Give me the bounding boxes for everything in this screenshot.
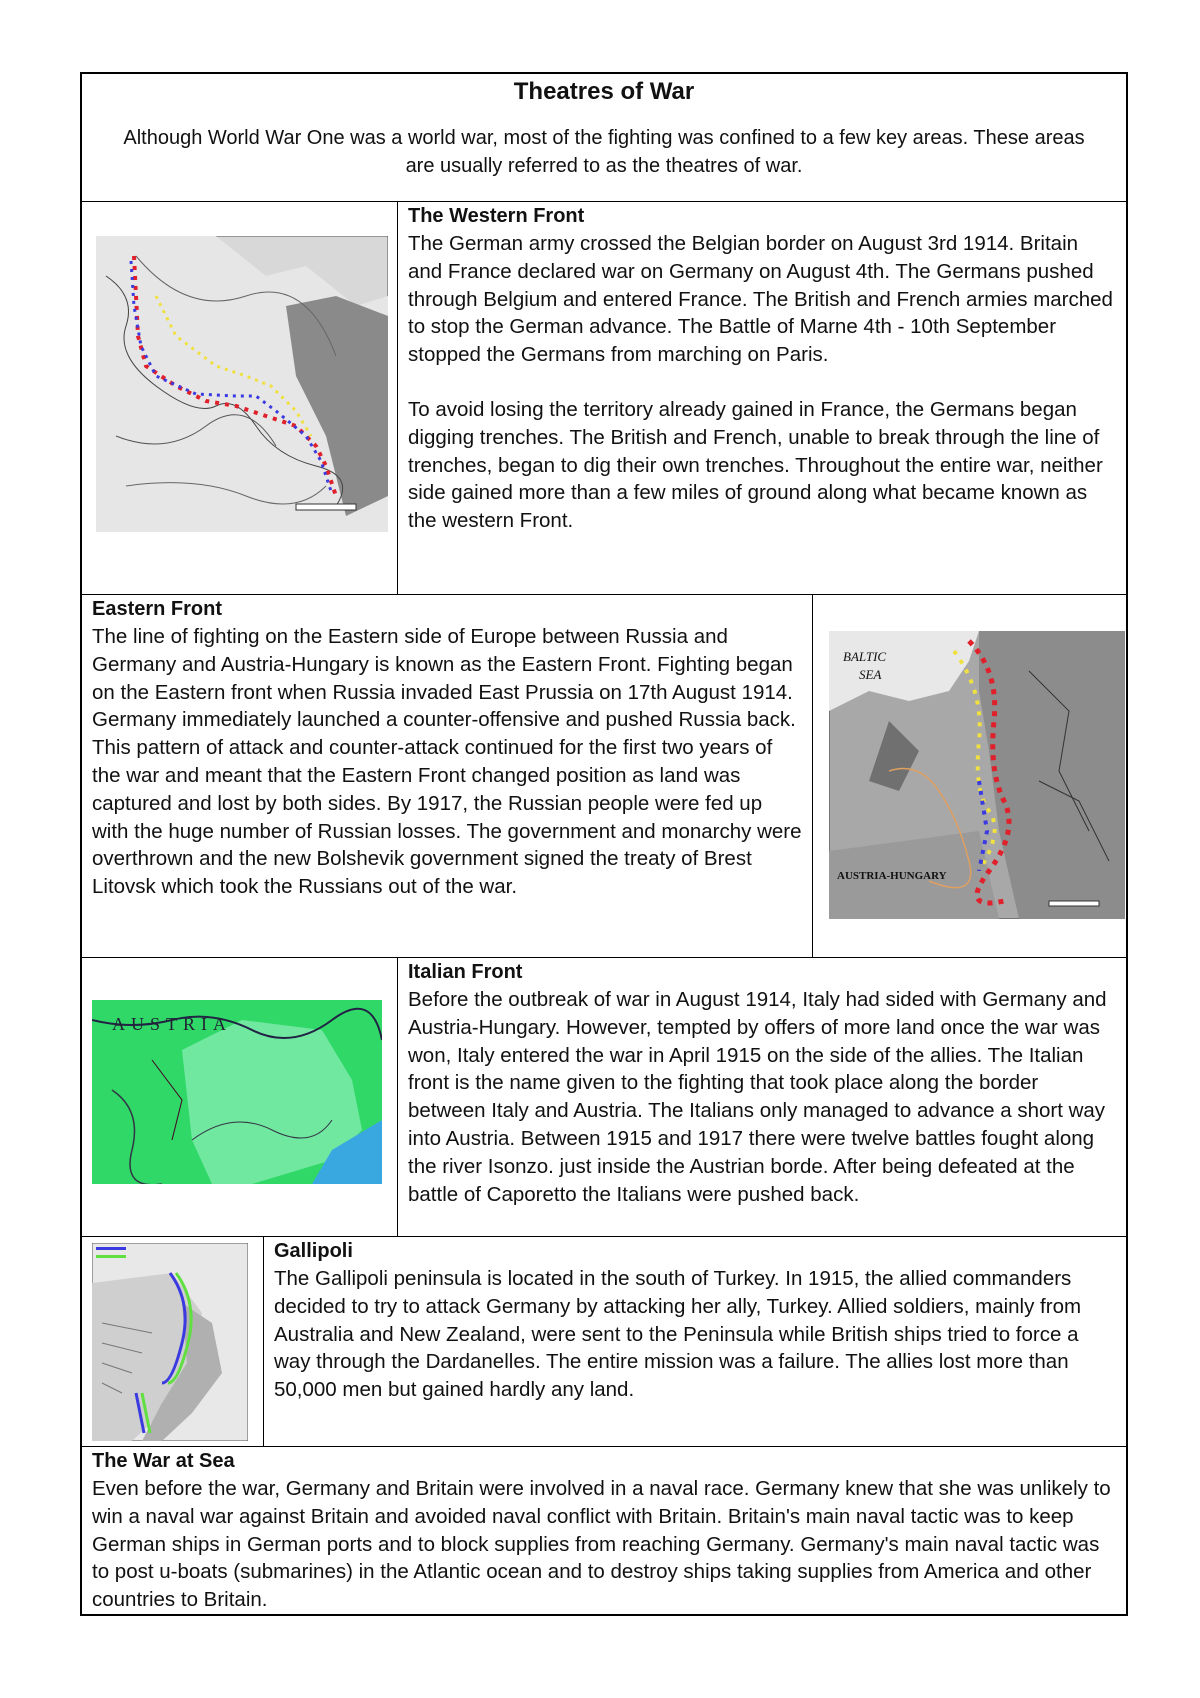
page-title: Theatres of War <box>513 78 695 105</box>
gallipoli-map <box>92 1243 248 1441</box>
eastern-front-title: Eastern Front <box>92 598 223 620</box>
gallipoli-map-cell <box>82 1237 264 1446</box>
section-gallipoli <box>82 1237 1126 1447</box>
italian-front-map <box>92 1000 382 1184</box>
italian-front-text <box>398 958 1126 1236</box>
italian-front-body: Before the outbreak of war in August 1914, Italy had sided with Germany and Austria-Hungary. However, tempted by offers of more land once the war was won, Italy entered the war in April 1915 on the side of the allies. The Italian front is the name given to the fighting that took place along the border between Italy and Austria. The Italians only managed to advance a short way into Austria. Between 1915 and 1917 there were twelve battles fought along the river Isonzo. just inside the Austrian borde. After being defeated at the battle of Caporetto the Italians were pushed back. <box>408 988 1107 1206</box>
italian-front-title: Italian Front <box>408 961 523 983</box>
intro-text: Although World War One was a world war, most of the fighting was confined to a few key areas. These areas are usually referred to as the theatres of war. <box>123 127 1085 177</box>
map-label-sea: SEA <box>859 667 882 682</box>
eastern-front-map-cell <box>812 595 1126 957</box>
map-label-baltic: BALTIC <box>843 649 887 664</box>
eastern-front-text <box>82 595 812 957</box>
western-front-map-cell <box>82 202 398 594</box>
gallipoli-text <box>264 1237 1126 1446</box>
section-war-at-sea <box>82 1447 1126 1614</box>
eastern-front-body: The line of fighting on the Eastern side of Europe between Russia and Germany and Austria-Hungary is known as the Eastern Front. Fighting began on the Eastern front when Russia invaded East Prussia on 17th August 1914. Germany immediately launched a counter-offensive and pushed Russia back. This pattern of attack and counter-attack continued for the first two years of the war and meant that the Eastern Front changed position as land was captured and lost by both sides. By 1917, the Russian people were fed up with the huge number of Russian losses. The government and monarchy were overthrown and the new Bolshevik government signed the treaty of Brest Litovsk which took the Russians out of the war. <box>92 625 802 899</box>
section-western-front <box>82 202 1126 595</box>
western-front-title: The Western Front <box>408 205 585 227</box>
western-front-map <box>96 236 388 532</box>
eastern-front-map <box>829 631 1125 919</box>
gallipoli-body: The Gallipoli peninsula is located in the south of Turkey. In 1915, the allied commanders decided to try to attack Germany by attacking her ally, Turkey. Allied soldiers, mainly from Australia and New Zealand, were sent to the Peninsula while British ships tried to force a way through the Dardanelles. The entire mission was a failure. The allies lost more than 50,000 men but gained hardly any land. <box>274 1267 1082 1402</box>
title-block <box>82 74 1126 202</box>
war-at-sea-body: Even before the war, Germany and Britain were involved in a naval race. Germany knew that she was unlikely to win a naval war against Britain and avoided naval conflict with Britain. Britain's main naval tactic was to keep German ships in German ports and to block supplies from reaching Germany. Germany's main naval tactic was to post u-boats (submarines) in the Atlantic ocean and to destroy ships taking supplies from America and other countries to Britain. <box>92 1477 1111 1612</box>
document-table <box>80 72 1128 1616</box>
map-label-austria: AUSTRIA <box>112 1014 233 1034</box>
map-label-austria-hungary: AUSTRIA-HUNGARY <box>837 870 947 882</box>
section-eastern-front <box>82 595 1126 958</box>
western-front-paragraph-2: To avoid losing the territory already gained in France, the Germans began digging trenches. The British and French, unable to break through the line of trenches, began to dig their own trenches. Throughout the entire war, neither side gained more than a few miles of ground along what became known as the western Front. <box>408 397 1103 533</box>
section-italian-front <box>82 958 1126 1237</box>
western-front-paragraph-1: The German army crossed the Belgian border on August 3rd 1914. Britain and France declared war on Germany on August 4th. The Germans pushed through Belgium and entered France. The British and French armies marched to stop the German advance. The Battle of Marne 4th - 10th September stopped the Germans from marching on Paris. <box>408 232 1113 367</box>
war-at-sea-text <box>82 1447 1126 1614</box>
italian-front-map-cell <box>82 958 398 1236</box>
gallipoli-title: Gallipoli <box>274 1240 353 1262</box>
war-at-sea-title: The War at Sea <box>92 1450 235 1472</box>
western-front-text <box>398 202 1126 594</box>
